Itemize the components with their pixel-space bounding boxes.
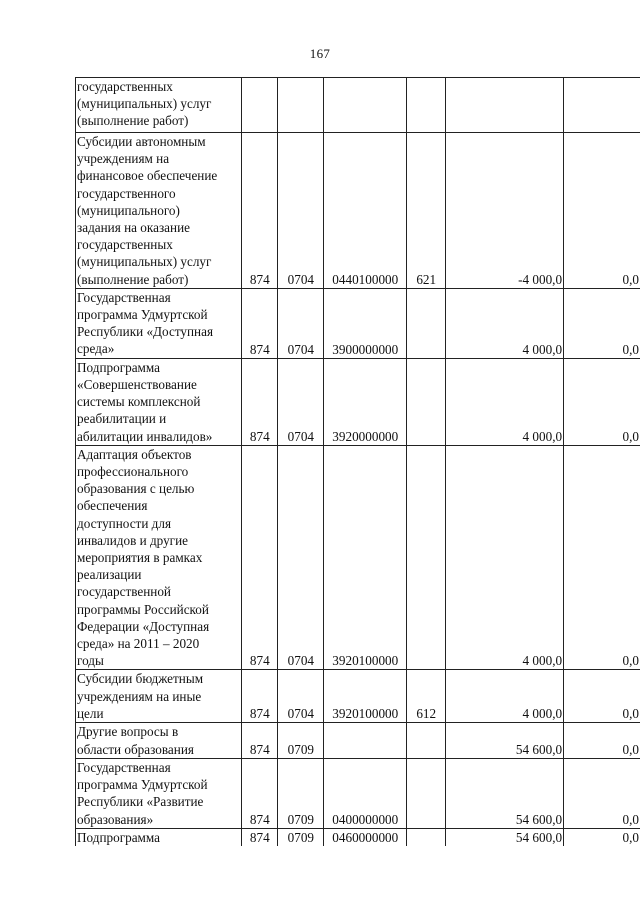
- section-code-cell: 0709: [278, 723, 324, 758]
- target-article-cell: 3920100000: [324, 445, 407, 670]
- table-row: [76, 445, 640, 670]
- amount-cell: 4 000,0: [446, 288, 564, 358]
- page-number: 167: [309, 46, 331, 61]
- item-name-line: государственных: [77, 79, 173, 94]
- item-name-line: среда» на 2011 – 2020: [77, 636, 200, 652]
- item-name-line: (выполнение работ): [77, 271, 189, 287]
- table-row: [76, 288, 640, 358]
- amount-cell: 4 000,0: [446, 358, 564, 445]
- item-name-line: (выполнение работ): [77, 113, 189, 129]
- target-article-cell: 3920000000: [324, 358, 407, 445]
- ministry-code-cell: 874: [242, 758, 278, 828]
- amount-cell: 4 000,0: [446, 445, 564, 670]
- item-name-line: финансовое обеспечение: [77, 168, 218, 184]
- item-name-line: цели: [77, 705, 104, 721]
- ministry-code-cell: 874: [242, 133, 278, 289]
- other-amount-cell: 0,0: [564, 828, 640, 846]
- item-name-line: программа Удмуртской: [77, 307, 208, 323]
- amount-cell: 54 600,0: [446, 723, 564, 758]
- item-name-line: среда»: [77, 341, 115, 357]
- target-article-cell: 0460000000: [324, 828, 407, 846]
- item-name-line: доступности для: [77, 515, 172, 531]
- item-name-line: реабилитации и: [77, 411, 167, 427]
- section-code-cell: 0709: [278, 828, 324, 846]
- ministry-code-cell: 874: [242, 445, 278, 670]
- target-article-cell: 3920100000: [324, 670, 407, 723]
- expense-type-cell: [407, 78, 446, 133]
- item-name-cell: [76, 288, 242, 358]
- item-name-cell: [76, 133, 242, 289]
- item-name-line: (муниципальных) услуг: [77, 96, 212, 112]
- table-row: [76, 723, 640, 758]
- table-row: [76, 828, 640, 846]
- item-name-line: образования с целью: [77, 481, 195, 497]
- item-name-line: учреждениям на иные: [77, 688, 202, 704]
- other-amount-cell: 0,0: [564, 358, 640, 445]
- ministry-code-cell: [242, 78, 278, 133]
- ministry-code-cell: 874: [242, 670, 278, 723]
- target-article-cell: 0440100000: [324, 133, 407, 289]
- table-row: [76, 358, 640, 445]
- item-name-line: Государственная: [77, 289, 171, 305]
- item-name-line: Подпрограмма: [77, 829, 161, 845]
- item-name-line: «Совершенствование: [77, 377, 197, 393]
- item-name-line: Субсидии автономным: [77, 134, 206, 149]
- item-name-line: профессионального: [77, 464, 189, 480]
- budget-table-body: [76, 78, 640, 847]
- other-amount-cell: 0,0: [564, 288, 640, 358]
- table-row: [76, 133, 640, 289]
- item-name-line: Адаптация объектов: [77, 446, 192, 462]
- table-row: [76, 758, 640, 828]
- expense-type-cell: 612: [407, 670, 446, 723]
- expense-type-cell: 621: [407, 133, 446, 289]
- ministry-code-cell: 874: [242, 288, 278, 358]
- section-code-cell: [278, 78, 324, 133]
- amount-cell: [446, 78, 564, 133]
- target-article-cell: 0400000000: [324, 758, 407, 828]
- item-name-line: Государственная: [77, 759, 171, 775]
- target-article-cell: [324, 723, 407, 758]
- amount-cell: 54 600,0: [446, 828, 564, 846]
- ministry-code-cell: 874: [242, 723, 278, 758]
- item-name-line: учреждениям на: [77, 151, 170, 167]
- other-amount-cell: 0,0: [564, 758, 640, 828]
- amount-cell: 54 600,0: [446, 758, 564, 828]
- item-name-line: Республики «Развитие: [77, 794, 204, 810]
- other-amount-cell: 0,0: [564, 133, 640, 289]
- item-name-line: абилитации инвалидов»: [77, 428, 213, 444]
- item-name-cell: [76, 758, 242, 828]
- target-article-cell: [324, 78, 407, 133]
- other-amount-cell: [564, 78, 640, 133]
- item-name-cell: [76, 445, 242, 670]
- other-amount-cell: 0,0: [564, 723, 640, 758]
- expense-type-cell: [407, 758, 446, 828]
- item-name-line: задания на оказание: [77, 220, 190, 236]
- budget-table: [75, 77, 640, 846]
- ministry-code-cell: 874: [242, 828, 278, 846]
- other-amount-cell: 0,0: [564, 445, 640, 670]
- item-name-line: (муниципальных) услуг: [77, 254, 212, 270]
- item-name-line: государственной: [77, 584, 171, 600]
- section-code-cell: 0704: [278, 445, 324, 670]
- item-name-cell: [76, 670, 242, 723]
- section-code-cell: 0709: [278, 758, 324, 828]
- ministry-code-cell: 874: [242, 358, 278, 445]
- item-name-line: образования»: [77, 811, 154, 827]
- section-code-cell: 0704: [278, 358, 324, 445]
- item-name-cell: [76, 723, 242, 758]
- item-name-line: программы Российской: [77, 601, 209, 617]
- item-name-cell: [76, 78, 242, 133]
- section-code-cell: 0704: [278, 288, 324, 358]
- item-name-line: инвалидов и другие: [77, 532, 188, 548]
- expense-type-cell: [407, 445, 446, 670]
- item-name-cell: [76, 828, 242, 846]
- amount-cell: 4 000,0: [446, 670, 564, 723]
- item-name-line: Подпрограмма: [77, 359, 161, 375]
- item-name-line: области образования: [77, 741, 194, 757]
- expense-type-cell: [407, 288, 446, 358]
- table-row: [76, 670, 640, 723]
- other-amount-cell: 0,0: [564, 670, 640, 723]
- item-name-line: Субсидии бюджетным: [77, 671, 204, 687]
- expense-type-cell: [407, 358, 446, 445]
- expense-type-cell: [407, 828, 446, 846]
- item-name-line: системы комплексной: [77, 394, 201, 410]
- item-name-line: программа Удмуртской: [77, 777, 208, 793]
- item-name-cell: [76, 358, 242, 445]
- table-row: [76, 78, 640, 133]
- amount-cell: -4 000,0: [446, 133, 564, 289]
- section-code-cell: 0704: [278, 133, 324, 289]
- item-name-line: государственных: [77, 237, 173, 253]
- item-name-line: обеспечения: [77, 498, 148, 514]
- item-name-line: Федерации «Доступная: [77, 618, 210, 634]
- item-name-line: государственного: [77, 185, 176, 201]
- item-name-line: Республики «Доступная: [77, 324, 214, 340]
- target-article-cell: 3900000000: [324, 288, 407, 358]
- item-name-line: мероприятия в рамках: [77, 550, 203, 566]
- item-name-line: годы: [77, 653, 104, 669]
- item-name-line: реализации: [77, 567, 142, 583]
- item-name-line: Другие вопросы в: [77, 724, 179, 740]
- item-name-line: (муниципального): [77, 202, 180, 218]
- section-code-cell: 0704: [278, 670, 324, 723]
- expense-type-cell: [407, 723, 446, 758]
